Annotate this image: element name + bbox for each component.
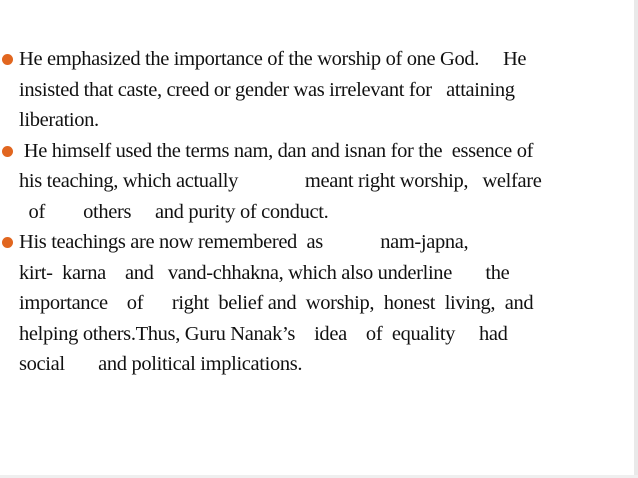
bullet-1-line-1: He emphasized the importance of the worship of one God. He xyxy=(19,48,527,70)
bullet-2-line-1: He himself used the terms nam, dan and isnan for the essence of xyxy=(19,139,534,162)
bullet-item-1 xyxy=(0,44,634,136)
bullet-1-line-3: liberation. xyxy=(19,109,99,131)
bullet-dot-icon xyxy=(2,237,13,248)
bullet-3-line-5: social and political implications. xyxy=(19,353,303,375)
bullet-1-line-2: insisted that caste, creed or gender was irrelevant for attaining xyxy=(19,78,515,101)
bullet-dot-icon xyxy=(2,54,13,65)
bullet-item-2 xyxy=(0,136,634,228)
bullet-3-line-2: kirt- karna and vand-chhakna, which also underline the xyxy=(19,261,510,284)
bullet-2-line-2: his teaching, which actually meant right worship, welfare xyxy=(19,170,542,192)
bullet-list xyxy=(0,44,634,380)
bullet-dot-icon xyxy=(2,146,13,157)
bullet-2-line-3: of others and purity of conduct. xyxy=(19,200,329,223)
bullet-3-line-3: importance of right belief and worship, honest living, and xyxy=(19,292,534,314)
bullet-item-3 xyxy=(0,227,634,380)
bullet-3-line-4: helping others.Thus, Guru Nanak’s idea of equality had xyxy=(19,322,508,345)
right-frame-border xyxy=(634,0,638,478)
bullet-3-line-1: His teachings are now remembered as nam-japna, xyxy=(19,231,469,253)
